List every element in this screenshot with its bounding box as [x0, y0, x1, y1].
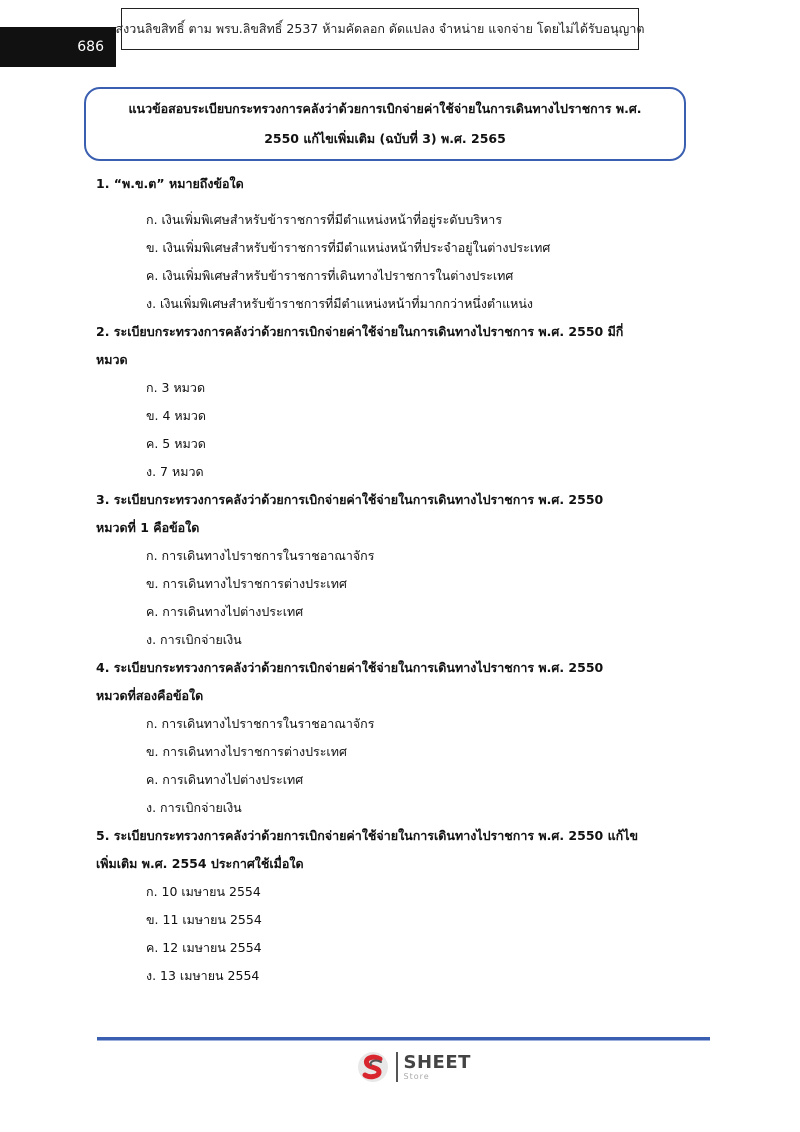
logo-text — [403, 1051, 471, 1081]
question-text-continued: หมวด — [96, 352, 128, 367]
question-text: 2. ระเบียบกระทรวงการคลังว่าด้วยการเบิกจ่ายค่าใช้จ่ายในการเดินทางไปราชการ พ.ศ. 2550 มีกี่ — [96, 324, 624, 339]
sheet-store-logo — [356, 1050, 471, 1084]
question-text: 1. “พ.ข.ต” หมายถึงข้อใด — [96, 176, 244, 191]
answer-option: ค. 12 เมษายน 2554 — [146, 940, 262, 955]
question-block — [96, 822, 686, 990]
footer-divider — [97, 1037, 710, 1041]
answer-option: ข. การเดินทางไปราชการต่างประเทศ — [146, 744, 347, 759]
answer-option: ก. 10 เมษายน 2554 — [146, 884, 261, 899]
answer-option: ก. เงินเพิ่มพิเศษสำหรับข้าราชการที่มีตำแหน่งหน้าที่อยู่ระดับบริหาร — [146, 212, 503, 227]
question-list — [96, 170, 686, 990]
title-line-2: 2550 แก้ไขเพิ่มเติม (ฉบับที่ 3) พ.ศ. 2565 — [264, 131, 506, 146]
copyright-notice: สงวนลิขสิทธิ์ ตาม พรบ.ลิขสิทธิ์ 2537 ห้ามคัดลอก ดัดแปลง จำหน่าย แจกจ่าย โดยไม่ได้รับอนุญาต — [121, 8, 639, 50]
question-text-continued: หมวดที่ 1 คือข้อใด — [96, 520, 200, 535]
question-block — [96, 654, 686, 822]
question-text-continued: เพิ่มเติม พ.ศ. 2554 ประกาศใช้เมื่อใด — [96, 856, 304, 871]
sheet-store-logo-icon — [356, 1050, 390, 1084]
question-text-continued: หมวดที่สองคือข้อใด — [96, 688, 204, 703]
question-block — [96, 486, 686, 654]
answer-option: ก. การเดินทางไปราชการในราชอาณาจักร — [146, 548, 375, 563]
answer-option: ง. การเบิกจ่ายเงิน — [146, 632, 242, 647]
question-text: 3. ระเบียบกระทรวงการคลังว่าด้วยการเบิกจ่ายค่าใช้จ่ายในการเดินทางไปราชการ พ.ศ. 2550 — [96, 492, 604, 507]
answer-option: ค. การเดินทางไปต่างประเทศ — [146, 604, 304, 619]
question-text: 4. ระเบียบกระทรวงการคลังว่าด้วยการเบิกจ่ายค่าใช้จ่ายในการเดินทางไปราชการ พ.ศ. 2550 — [96, 660, 604, 675]
answer-option: ง. เงินเพิ่มพิเศษสำหรับข้าราชการที่มีตำแหน่งหน้าที่มากกว่าหนึ่งตำแหน่ง — [146, 296, 534, 311]
answer-option: ก. 3 หมวด — [146, 380, 206, 395]
logo-wordmark: SHEET — [403, 1051, 471, 1073]
title-line-1: แนวข้อสอบระเบียบกระทรวงการคลังว่าด้วยการเบิกจ่ายค่าใช้จ่ายในการเดินทางไปราชการ พ.ศ. — [128, 101, 642, 116]
answer-option: ข. การเดินทางไปราชการต่างประเทศ — [146, 576, 347, 591]
logo-subtext: Store — [403, 1071, 430, 1081]
answer-option: ข. เงินเพิ่มพิเศษสำหรับข้าราชการที่มีตำแหน่งหน้าที่ประจำอยู่ในต่างประเทศ — [146, 240, 551, 255]
answer-option: ง. 7 หมวด — [146, 464, 204, 479]
question-block — [96, 318, 686, 486]
page-number: 686 — [0, 27, 116, 67]
answer-option: ง. การเบิกจ่ายเงิน — [146, 800, 242, 815]
answer-option: ข. 11 เมษายน 2554 — [146, 912, 262, 927]
answer-option: ก. การเดินทางไปราชการในราชอาณาจักร — [146, 716, 375, 731]
answer-option: ข. 4 หมวด — [146, 408, 207, 423]
answer-option: ค. การเดินทางไปต่างประเทศ — [146, 772, 304, 787]
question-text: 5. ระเบียบกระทรวงการคลังว่าด้วยการเบิกจ่ายค่าใช้จ่ายในการเดินทางไปราชการ พ.ศ. 2550 แก้ไข — [96, 828, 639, 843]
answer-option: ค. เงินเพิ่มพิเศษสำหรับข้าราชการที่เดินทางไปราชการในต่างประเทศ — [146, 268, 514, 283]
document-title-box — [84, 87, 686, 161]
logo-separator — [396, 1052, 398, 1082]
question-block — [96, 170, 686, 318]
answer-option: ง. 13 เมษายน 2554 — [146, 968, 260, 983]
answer-option: ค. 5 หมวด — [146, 436, 206, 451]
